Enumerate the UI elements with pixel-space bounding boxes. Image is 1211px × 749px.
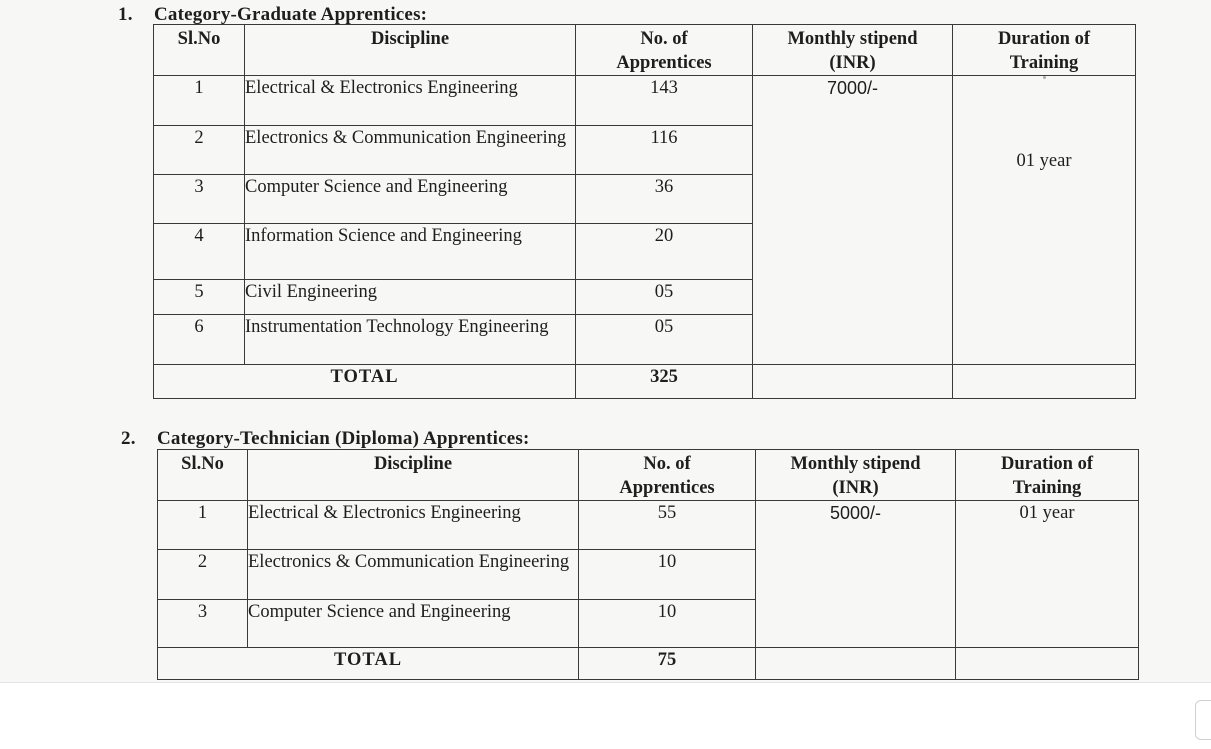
row-count: 116 xyxy=(576,126,753,175)
row-sl: 4 xyxy=(154,224,245,280)
row-count: 10 xyxy=(579,600,756,648)
empty-cell xyxy=(956,648,1139,680)
row-sl: 6 xyxy=(154,315,245,365)
empty-cell xyxy=(756,648,956,680)
row-discipline: Electronics & Communication Engineering xyxy=(248,550,579,600)
duration-cell xyxy=(953,76,1136,365)
table-row xyxy=(154,76,1136,126)
row-discipline: Computer Science and Engineering xyxy=(245,175,576,224)
row-sl: 1 xyxy=(158,501,248,550)
row-sl: 2 xyxy=(154,126,245,175)
row-discipline: Electrical & Electronics Engineering xyxy=(248,501,579,550)
total-label: TOTAL xyxy=(158,648,579,680)
section-number: 1. xyxy=(118,4,133,25)
row-discipline: Electrical & Electronics Engineering xyxy=(245,76,576,126)
viewer-bottom-bar xyxy=(0,682,1211,749)
section-number: 2. xyxy=(121,428,136,449)
section-heading-graduate xyxy=(118,4,427,26)
row-discipline: Information Science and Engineering xyxy=(245,224,576,280)
duration-value: 01 year xyxy=(1016,151,1072,171)
scan-speck xyxy=(1043,76,1046,79)
col-header-stipend: Monthly stipend (INR) xyxy=(753,25,953,76)
col-header-discipline: Discipline xyxy=(248,450,579,501)
section-title: Category-Technician (Diploma) Apprentices: xyxy=(157,428,530,449)
table-row xyxy=(158,501,1139,550)
col-header-sl: Sl.No xyxy=(154,25,245,76)
total-label: TOTAL xyxy=(154,365,576,399)
section-title: Category-Graduate Apprentices: xyxy=(154,4,428,25)
row-count: 10 xyxy=(579,550,756,600)
stipend-cell: 7000/- xyxy=(753,76,953,365)
corner-action-button[interactable] xyxy=(1195,700,1211,740)
section-heading-diploma xyxy=(121,428,530,450)
row-discipline: Computer Science and Engineering xyxy=(248,600,579,648)
col-header-stipend: Monthly stipend (INR) xyxy=(756,450,956,501)
col-header-sl: Sl.No xyxy=(158,450,248,501)
col-header-duration: Duration of Training xyxy=(956,450,1139,501)
stipend-cell: 5000/- xyxy=(756,501,956,648)
row-count: 05 xyxy=(576,315,753,365)
col-header-apprentices: No. of Apprentices xyxy=(576,25,753,76)
row-discipline: Instrumentation Technology Engineering xyxy=(245,315,576,365)
col-header-apprentices: No. of Apprentices xyxy=(579,450,756,501)
total-row xyxy=(154,365,1136,399)
row-count: 05 xyxy=(576,280,753,315)
total-value: 325 xyxy=(576,365,753,399)
diploma-apprentices-table xyxy=(157,449,1139,680)
empty-cell xyxy=(953,365,1136,399)
table-header-row xyxy=(154,25,1136,76)
row-count: 143 xyxy=(576,76,753,126)
row-count: 20 xyxy=(576,224,753,280)
row-discipline: Civil Engineering xyxy=(245,280,576,315)
total-value: 75 xyxy=(579,648,756,680)
duration-cell: 01 year xyxy=(956,501,1139,648)
row-sl: 1 xyxy=(154,76,245,126)
empty-cell xyxy=(753,365,953,399)
row-sl: 2 xyxy=(158,550,248,600)
row-sl: 3 xyxy=(154,175,245,224)
row-count: 36 xyxy=(576,175,753,224)
row-sl: 5 xyxy=(154,280,245,315)
total-row xyxy=(158,648,1139,680)
col-header-discipline: Discipline xyxy=(245,25,576,76)
table-header-row xyxy=(158,450,1139,501)
row-sl: 3 xyxy=(158,600,248,648)
col-header-duration: Duration of Training xyxy=(953,25,1136,76)
row-discipline: Electronics & Communication Engineering xyxy=(245,126,576,175)
graduate-apprentices-table xyxy=(153,24,1136,399)
row-count: 55 xyxy=(579,501,756,550)
